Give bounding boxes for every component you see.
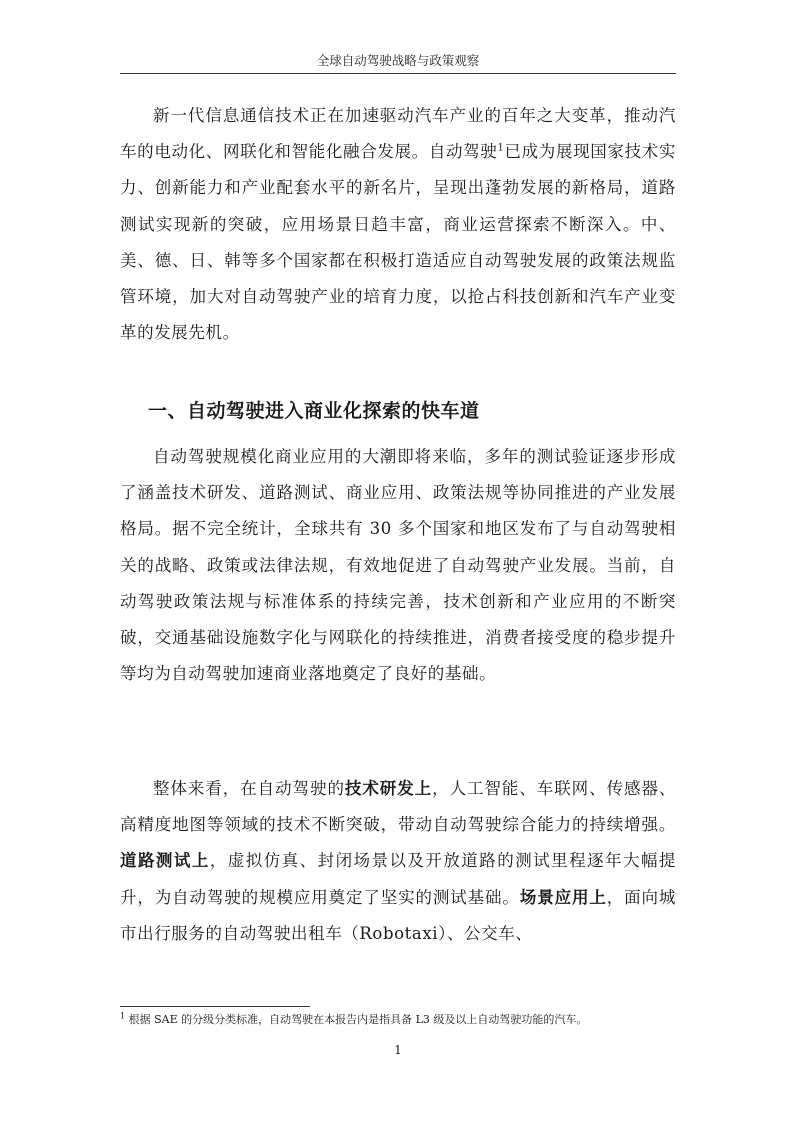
page-number: 1 bbox=[394, 1043, 402, 1057]
overview-text-1: 整体来看，在自动驾驶的 bbox=[153, 779, 345, 798]
body-paragraph-commercialization: 自动驾驶规模化商业应用的大潮即将来临，多年的测试验证逐步形成了涵盖技术研发、道路测试、商业应用、政策法规等协同推进的产业发展格局。据不完全统计，全球共有 30 多个国家和地区发布了与自动驾驶相关的战略、政策或法律法规，有效地促进了自动驾驶产业发展。当前，自动驾驶政策法规与标准体系的持续完善，技术创新和产业应用的不断突破，交通基础设施数字化与网联化的持续推进，消费者接受度的稳步提升等均为自动驾驶加速商业落地奠定了良好的基础。 bbox=[120, 447, 676, 684]
footnote bbox=[120, 1012, 676, 1028]
footnote-reference[interactable]: 1 bbox=[497, 142, 505, 154]
running-header-title: 全球自动驾驶战略与政策观察 bbox=[316, 53, 480, 68]
intro-text-part-2: 已成为展现国家技术实力、创新能力和产业配套水平的新名片，呈现出蓬勃发展的新格局，道路测试实现新的突破，应用场景日趋丰富，商业运营探索不断深入。中、美、德、日、韩等多个国家都在积极打造适应自动驾驶发展的政策法规监管环境，加大对自动驾驶产业的培育力度，以抢占科技创新和汽车产业变革的发展先机。 bbox=[120, 142, 677, 343]
emphasis-scenario-application: 场景应用上 bbox=[519, 887, 607, 907]
emphasis-tech-rnd: 技术研发上 bbox=[344, 779, 433, 798]
header-divider bbox=[120, 73, 676, 74]
body-paragraph-overview bbox=[120, 771, 676, 952]
footnote-marker: 1 bbox=[120, 1011, 126, 1021]
footnote-text: 根据 SAE 的分级分类标准，自动驾驶在本报告内是指具备 L3 级及以上自动驾驶功能的汽车。 bbox=[125, 1013, 588, 1026]
overview-text-2: ，人工智能、车联网、传感器、高精度地图等领域的技术不断突破，带动自动驾驶综合能力的持续增强。 bbox=[120, 779, 677, 835]
emphasis-road-testing: 道路测试上 bbox=[120, 851, 210, 871]
intro-text-part-1: 新一代信息通信技术正在加速驱动汽车产业的百年之大变革，推动汽车的电动化、网联化和智能化融合发展。自动驾驶 bbox=[120, 106, 676, 162]
section-heading: 一、自动驾驶进入商业化探索的快车道 bbox=[148, 400, 480, 422]
intro-paragraph bbox=[120, 98, 676, 351]
overview-text-3: ，虚拟仿真、封闭场景以及开放道路的测试里程逐年大幅提升，为自动驾驶的规模应用奠定了坚实的测试基础。 bbox=[120, 851, 677, 907]
overview-text-4: ，面向城市出行服务的自动驾驶出租车（Robotaxi）、公交车、 bbox=[120, 887, 676, 943]
footnote-divider bbox=[120, 1006, 310, 1007]
